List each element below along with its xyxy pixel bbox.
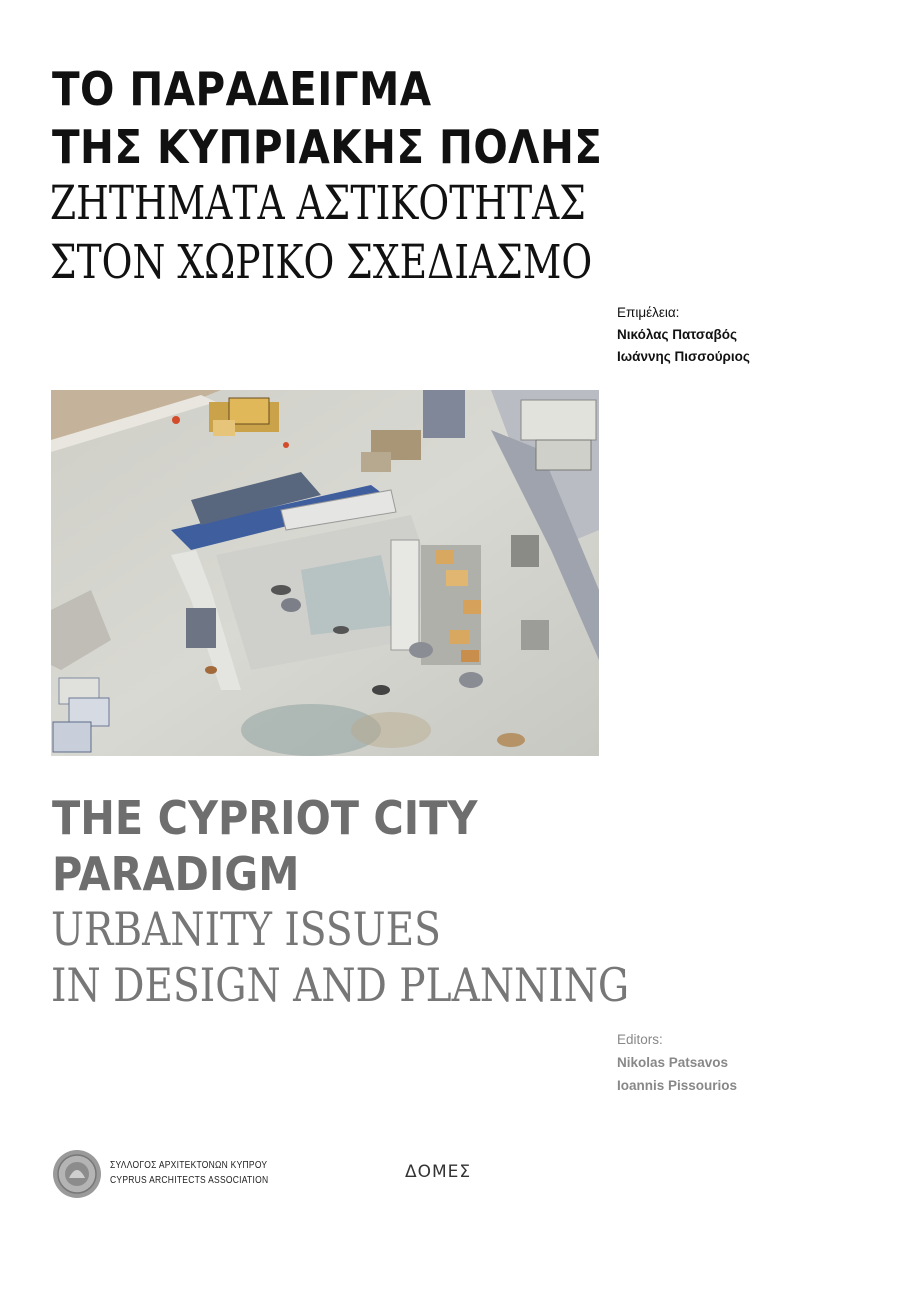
english-editors (617, 1028, 737, 1097)
greek-title-line-2: ΤΗΣ ΚΥΠΡΙΑΚΗΣ ΠΟΛΗΣ (52, 120, 603, 174)
greek-title (52, 60, 602, 176)
greek-subtitle-line-1: ΖΗΤΗΜΑΤΑ ΑΣΤΙΚΟΤΗΤΑΣ (50, 176, 586, 231)
english-title-line-2: PARADIGM (52, 847, 300, 901)
english-title-line-1: THE CYPRIOT CITY (52, 791, 478, 845)
association-seal-icon (51, 1148, 103, 1200)
greek-editor-1: Νικόλας Πατσαβός (617, 327, 737, 342)
greek-subtitle-line-2: ΣΤΟΝ ΧΩΡΙΚΟ ΣΧΕΔΙΑΣΜΟ (50, 235, 593, 290)
english-subtitle (51, 901, 629, 1013)
english-subtitle-line-1: URBANITY ISSUES (51, 902, 441, 956)
english-editor-2: Ioannis Pissourios (617, 1078, 738, 1093)
association-name-greek: ΣΥΛΛΟΓΟΣ ΑΡΧΙΤΕΚΤΟΝΩΝ ΚΥΠΡΟΥ (110, 1160, 268, 1171)
greek-title-line-1: ΤΟ ΠΑΡΑΔΕΙΓΜΑ (52, 62, 432, 116)
cover-photo (51, 390, 599, 756)
aerial-construction-site-photo (51, 390, 599, 756)
greek-editor-2: Ιωάννης Πισσούριος (617, 349, 750, 364)
english-title (52, 790, 477, 902)
association-name (110, 1158, 268, 1188)
publisher-logo: ΔΟΜΕΣ (405, 1162, 472, 1182)
greek-editors-label: Επιμέλεια: (617, 305, 680, 320)
greek-editors (617, 302, 750, 368)
greek-subtitle (50, 174, 592, 292)
association-name-english: CYPRUS ARCHITECTS ASSOCIATION (110, 1175, 269, 1186)
english-subtitle-line-2: IN DESIGN AND PLANNING (51, 958, 630, 1012)
english-editor-1: Nikolas Patsavos (617, 1055, 729, 1070)
english-editors-label: Editors: (617, 1032, 663, 1047)
